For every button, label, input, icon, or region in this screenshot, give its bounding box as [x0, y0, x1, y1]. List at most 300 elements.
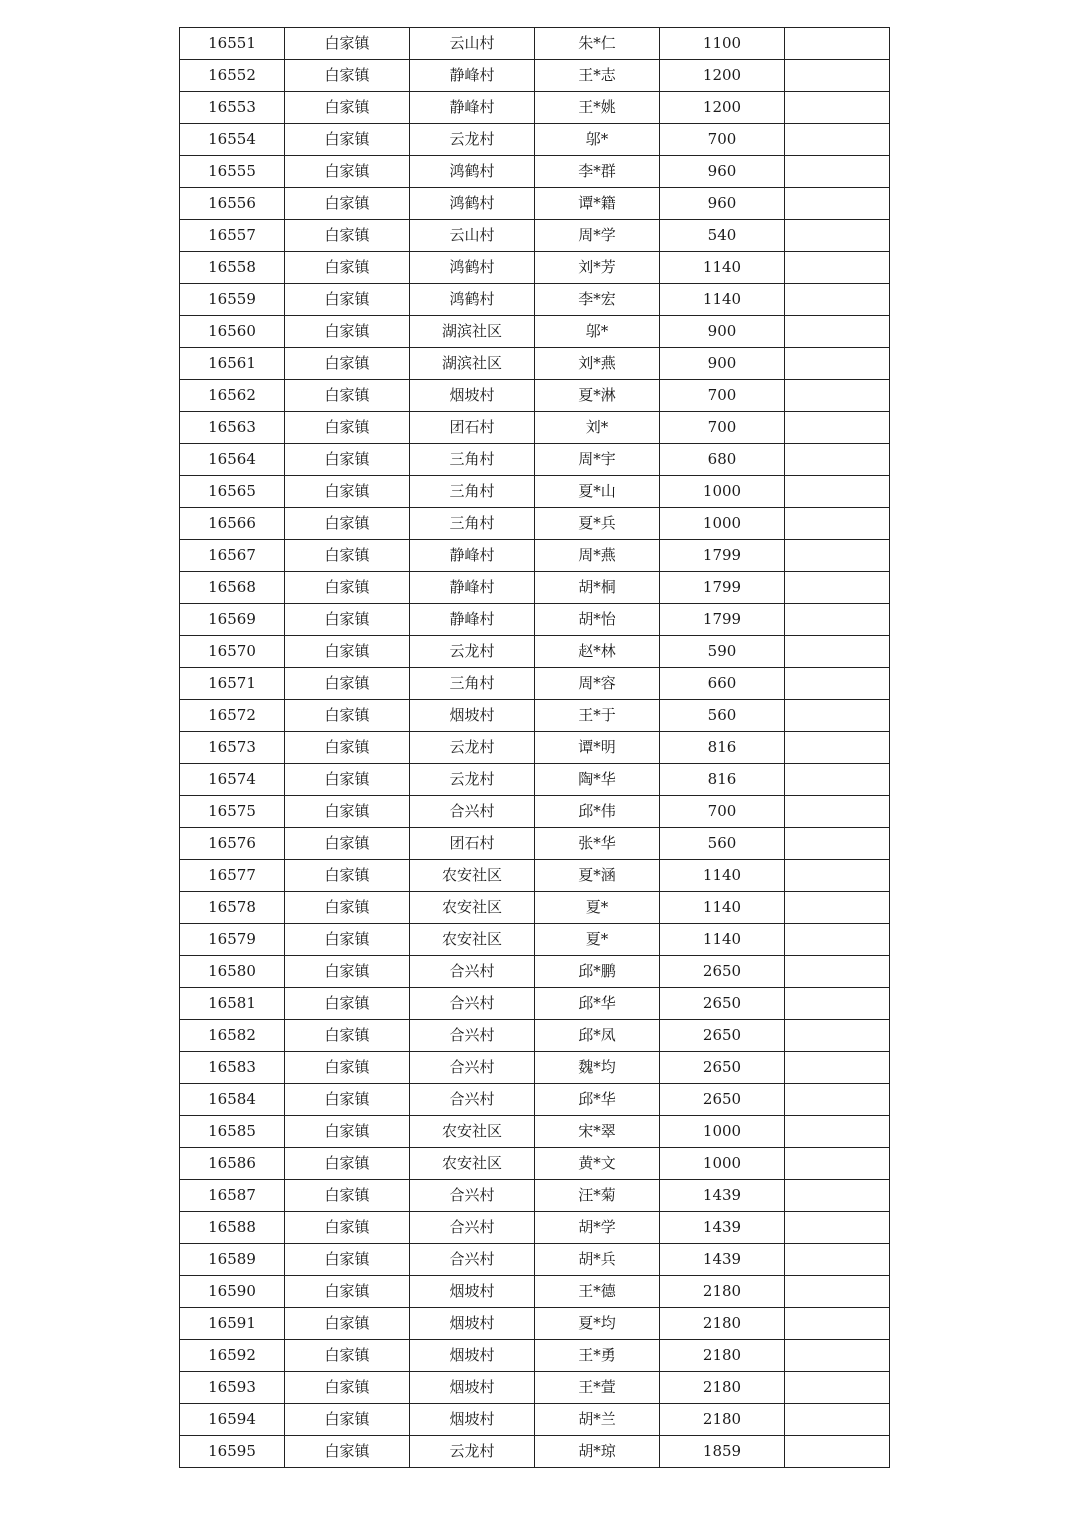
- town-cell: 白家镇: [285, 604, 410, 636]
- name-cell: 胡*兰: [535, 1404, 660, 1436]
- remark-cell: [785, 1340, 890, 1372]
- amount-cell: 700: [660, 796, 785, 828]
- amount-cell: 900: [660, 348, 785, 380]
- remark-cell: [785, 1084, 890, 1116]
- name-cell: 邱*华: [535, 988, 660, 1020]
- village-cell: 合兴村: [410, 1084, 535, 1116]
- village-cell: 团石村: [410, 828, 535, 860]
- table-row: [180, 828, 890, 860]
- table-row: [180, 444, 890, 476]
- table-row: [180, 604, 890, 636]
- amount-cell: 700: [660, 124, 785, 156]
- name-cell: 夏*涵: [535, 860, 660, 892]
- remark-cell: [785, 156, 890, 188]
- amount-cell: 660: [660, 668, 785, 700]
- town-cell: 白家镇: [285, 1436, 410, 1468]
- remark-cell: [785, 1436, 890, 1468]
- amount-cell: 1140: [660, 924, 785, 956]
- amount-cell: 700: [660, 412, 785, 444]
- amount-cell: 1439: [660, 1180, 785, 1212]
- name-cell: 邱*鹏: [535, 956, 660, 988]
- name-cell: 周*宇: [535, 444, 660, 476]
- table-row: [180, 1116, 890, 1148]
- amount-cell: 1140: [660, 252, 785, 284]
- remark-cell: [785, 1052, 890, 1084]
- town-cell: 白家镇: [285, 220, 410, 252]
- village-cell: 云龙村: [410, 732, 535, 764]
- remark-cell: [785, 220, 890, 252]
- town-cell: 白家镇: [285, 508, 410, 540]
- village-cell: 烟坡村: [410, 1308, 535, 1340]
- town-cell: 白家镇: [285, 1276, 410, 1308]
- remark-cell: [785, 1404, 890, 1436]
- name-cell: 周*容: [535, 668, 660, 700]
- village-cell: 合兴村: [410, 1212, 535, 1244]
- name-cell: 谭*籍: [535, 188, 660, 220]
- name-cell: 夏*兵: [535, 508, 660, 540]
- table-row: [180, 412, 890, 444]
- town-cell: 白家镇: [285, 348, 410, 380]
- amount-cell: 2650: [660, 1052, 785, 1084]
- town-cell: 白家镇: [285, 444, 410, 476]
- remark-cell: [785, 732, 890, 764]
- town-cell: 白家镇: [285, 92, 410, 124]
- row-number-cell: 16584: [180, 1084, 285, 1116]
- name-cell: 胡*学: [535, 1212, 660, 1244]
- amount-cell: 1799: [660, 540, 785, 572]
- remark-cell: [785, 412, 890, 444]
- row-number-cell: 16553: [180, 92, 285, 124]
- name-cell: 赵*林: [535, 636, 660, 668]
- row-number-cell: 16552: [180, 60, 285, 92]
- name-cell: 胡*琼: [535, 1436, 660, 1468]
- remark-cell: [785, 476, 890, 508]
- table-row: [180, 1212, 890, 1244]
- amount-cell: 700: [660, 380, 785, 412]
- remark-cell: [785, 1276, 890, 1308]
- table-row: [180, 1436, 890, 1468]
- remark-cell: [785, 796, 890, 828]
- amount-cell: 960: [660, 188, 785, 220]
- amount-cell: 2650: [660, 956, 785, 988]
- village-cell: 静峰村: [410, 92, 535, 124]
- row-number-cell: 16581: [180, 988, 285, 1020]
- row-number-cell: 16589: [180, 1244, 285, 1276]
- remark-cell: [785, 604, 890, 636]
- name-cell: 夏*均: [535, 1308, 660, 1340]
- name-cell: 周*学: [535, 220, 660, 252]
- town-cell: 白家镇: [285, 860, 410, 892]
- name-cell: 李*群: [535, 156, 660, 188]
- row-number-cell: 16579: [180, 924, 285, 956]
- row-number-cell: 16580: [180, 956, 285, 988]
- village-cell: 合兴村: [410, 988, 535, 1020]
- table-row: [180, 380, 890, 412]
- village-cell: 烟坡村: [410, 1404, 535, 1436]
- village-cell: 鸿鹤村: [410, 188, 535, 220]
- table-row: [180, 1020, 890, 1052]
- amount-cell: 1100: [660, 28, 785, 60]
- remark-cell: [785, 1148, 890, 1180]
- amount-cell: 2650: [660, 1020, 785, 1052]
- name-cell: 王*勇: [535, 1340, 660, 1372]
- row-number-cell: 16595: [180, 1436, 285, 1468]
- town-cell: 白家镇: [285, 1372, 410, 1404]
- name-cell: 谭*明: [535, 732, 660, 764]
- village-cell: 农安社区: [410, 1148, 535, 1180]
- row-number-cell: 16582: [180, 1020, 285, 1052]
- name-cell: 邱*伟: [535, 796, 660, 828]
- town-cell: 白家镇: [285, 1180, 410, 1212]
- town-cell: 白家镇: [285, 924, 410, 956]
- row-number-cell: 16559: [180, 284, 285, 316]
- remark-cell: [785, 764, 890, 796]
- table-row: [180, 220, 890, 252]
- row-number-cell: 16569: [180, 604, 285, 636]
- village-cell: 静峰村: [410, 60, 535, 92]
- village-cell: 农安社区: [410, 924, 535, 956]
- table-row: [180, 924, 890, 956]
- row-number-cell: 16572: [180, 700, 285, 732]
- town-cell: 白家镇: [285, 636, 410, 668]
- remark-cell: [785, 508, 890, 540]
- village-cell: 云龙村: [410, 124, 535, 156]
- table-row: [180, 860, 890, 892]
- table-row: [180, 668, 890, 700]
- row-number-cell: 16568: [180, 572, 285, 604]
- row-number-cell: 16566: [180, 508, 285, 540]
- amount-cell: 816: [660, 764, 785, 796]
- village-cell: 农安社区: [410, 860, 535, 892]
- amount-cell: 560: [660, 700, 785, 732]
- amount-cell: 1799: [660, 572, 785, 604]
- table-row: [180, 700, 890, 732]
- table-row: [180, 1308, 890, 1340]
- name-cell: 宋*翠: [535, 1116, 660, 1148]
- town-cell: 白家镇: [285, 1148, 410, 1180]
- row-number-cell: 16573: [180, 732, 285, 764]
- town-cell: 白家镇: [285, 412, 410, 444]
- table-body: [180, 28, 890, 1468]
- remark-cell: [785, 124, 890, 156]
- town-cell: 白家镇: [285, 956, 410, 988]
- name-cell: 王*萱: [535, 1372, 660, 1404]
- remark-cell: [785, 348, 890, 380]
- remark-cell: [785, 828, 890, 860]
- village-cell: 三角村: [410, 476, 535, 508]
- town-cell: 白家镇: [285, 156, 410, 188]
- village-cell: 烟坡村: [410, 1372, 535, 1404]
- table-row: [180, 188, 890, 220]
- amount-cell: 1140: [660, 860, 785, 892]
- amount-cell: 2180: [660, 1276, 785, 1308]
- name-cell: 夏*: [535, 924, 660, 956]
- amount-cell: 2650: [660, 988, 785, 1020]
- table-row: [180, 1052, 890, 1084]
- village-cell: 云山村: [410, 28, 535, 60]
- village-cell: 合兴村: [410, 956, 535, 988]
- village-cell: 合兴村: [410, 796, 535, 828]
- amount-cell: 540: [660, 220, 785, 252]
- row-number-cell: 16560: [180, 316, 285, 348]
- amount-cell: 1000: [660, 1148, 785, 1180]
- row-number-cell: 16594: [180, 1404, 285, 1436]
- remark-cell: [785, 1212, 890, 1244]
- table-row: [180, 988, 890, 1020]
- name-cell: 邬*: [535, 124, 660, 156]
- table-row: [180, 28, 890, 60]
- row-number-cell: 16586: [180, 1148, 285, 1180]
- town-cell: 白家镇: [285, 1244, 410, 1276]
- amount-cell: 816: [660, 732, 785, 764]
- name-cell: 夏*淋: [535, 380, 660, 412]
- table-row: [180, 508, 890, 540]
- village-cell: 农安社区: [410, 892, 535, 924]
- village-cell: 三角村: [410, 668, 535, 700]
- row-number-cell: 16567: [180, 540, 285, 572]
- town-cell: 白家镇: [285, 1404, 410, 1436]
- table-row: [180, 476, 890, 508]
- name-cell: 夏*: [535, 892, 660, 924]
- row-number-cell: 16571: [180, 668, 285, 700]
- row-number-cell: 16554: [180, 124, 285, 156]
- remark-cell: [785, 1116, 890, 1148]
- amount-cell: 2180: [660, 1404, 785, 1436]
- name-cell: 黄*文: [535, 1148, 660, 1180]
- name-cell: 周*燕: [535, 540, 660, 572]
- name-cell: 邱*凤: [535, 1020, 660, 1052]
- row-number-cell: 16561: [180, 348, 285, 380]
- village-cell: 云山村: [410, 220, 535, 252]
- amount-cell: 2180: [660, 1308, 785, 1340]
- remark-cell: [785, 1308, 890, 1340]
- name-cell: 王*德: [535, 1276, 660, 1308]
- village-cell: 鸿鹤村: [410, 156, 535, 188]
- row-number-cell: 16591: [180, 1308, 285, 1340]
- name-cell: 汪*菊: [535, 1180, 660, 1212]
- remark-cell: [785, 892, 890, 924]
- village-cell: 合兴村: [410, 1052, 535, 1084]
- row-number-cell: 16587: [180, 1180, 285, 1212]
- name-cell: 邬*: [535, 316, 660, 348]
- amount-cell: 1000: [660, 1116, 785, 1148]
- remark-cell: [785, 924, 890, 956]
- amount-cell: 1439: [660, 1212, 785, 1244]
- name-cell: 王*于: [535, 700, 660, 732]
- amount-cell: 960: [660, 156, 785, 188]
- village-cell: 烟坡村: [410, 380, 535, 412]
- town-cell: 白家镇: [285, 28, 410, 60]
- town-cell: 白家镇: [285, 764, 410, 796]
- table-row: [180, 1084, 890, 1116]
- village-cell: 烟坡村: [410, 700, 535, 732]
- village-cell: 烟坡村: [410, 1340, 535, 1372]
- amount-cell: 2650: [660, 1084, 785, 1116]
- remark-cell: [785, 28, 890, 60]
- remark-cell: [785, 636, 890, 668]
- name-cell: 王*姚: [535, 92, 660, 124]
- village-cell: 合兴村: [410, 1244, 535, 1276]
- table-row: [180, 956, 890, 988]
- amount-cell: 1200: [660, 92, 785, 124]
- village-cell: 云龙村: [410, 764, 535, 796]
- town-cell: 白家镇: [285, 476, 410, 508]
- name-cell: 胡*兵: [535, 1244, 660, 1276]
- name-cell: 刘*芳: [535, 252, 660, 284]
- table-row: [180, 92, 890, 124]
- remark-cell: [785, 284, 890, 316]
- town-cell: 白家镇: [285, 700, 410, 732]
- table-row: [180, 1180, 890, 1212]
- village-cell: 鸿鹤村: [410, 252, 535, 284]
- table-row: [180, 732, 890, 764]
- table-row: [180, 1148, 890, 1180]
- table-row: [180, 892, 890, 924]
- row-number-cell: 16592: [180, 1340, 285, 1372]
- village-cell: 湖滨社区: [410, 348, 535, 380]
- town-cell: 白家镇: [285, 1020, 410, 1052]
- remark-cell: [785, 316, 890, 348]
- town-cell: 白家镇: [285, 796, 410, 828]
- table-row: [180, 636, 890, 668]
- remark-cell: [785, 1020, 890, 1052]
- row-number-cell: 16556: [180, 188, 285, 220]
- village-cell: 湖滨社区: [410, 316, 535, 348]
- remark-cell: [785, 92, 890, 124]
- remark-cell: [785, 1244, 890, 1276]
- village-cell: 云龙村: [410, 1436, 535, 1468]
- remark-cell: [785, 60, 890, 92]
- amount-cell: 1140: [660, 284, 785, 316]
- town-cell: 白家镇: [285, 124, 410, 156]
- row-number-cell: 16565: [180, 476, 285, 508]
- table-row: [180, 1244, 890, 1276]
- table-row: [180, 796, 890, 828]
- amount-cell: 2180: [660, 1340, 785, 1372]
- table-row: [180, 348, 890, 380]
- row-number-cell: 16588: [180, 1212, 285, 1244]
- amount-cell: 1439: [660, 1244, 785, 1276]
- village-cell: 三角村: [410, 444, 535, 476]
- table-row: [180, 284, 890, 316]
- name-cell: 邱*华: [535, 1084, 660, 1116]
- name-cell: 胡*怡: [535, 604, 660, 636]
- row-number-cell: 16558: [180, 252, 285, 284]
- remark-cell: [785, 988, 890, 1020]
- row-number-cell: 16563: [180, 412, 285, 444]
- row-number-cell: 16578: [180, 892, 285, 924]
- amount-cell: 590: [660, 636, 785, 668]
- village-cell: 静峰村: [410, 540, 535, 572]
- data-table: [179, 27, 890, 1468]
- village-cell: 静峰村: [410, 572, 535, 604]
- town-cell: 白家镇: [285, 252, 410, 284]
- village-cell: 团石村: [410, 412, 535, 444]
- amount-cell: 1000: [660, 476, 785, 508]
- row-number-cell: 16577: [180, 860, 285, 892]
- name-cell: 刘*: [535, 412, 660, 444]
- row-number-cell: 16570: [180, 636, 285, 668]
- town-cell: 白家镇: [285, 284, 410, 316]
- row-number-cell: 16593: [180, 1372, 285, 1404]
- town-cell: 白家镇: [285, 828, 410, 860]
- row-number-cell: 16583: [180, 1052, 285, 1084]
- town-cell: 白家镇: [285, 668, 410, 700]
- table-row: [180, 1276, 890, 1308]
- village-cell: 三角村: [410, 508, 535, 540]
- town-cell: 白家镇: [285, 188, 410, 220]
- row-number-cell: 16585: [180, 1116, 285, 1148]
- village-cell: 合兴村: [410, 1180, 535, 1212]
- town-cell: 白家镇: [285, 892, 410, 924]
- remark-cell: [785, 1372, 890, 1404]
- name-cell: 王*志: [535, 60, 660, 92]
- remark-cell: [785, 540, 890, 572]
- name-cell: 刘*燕: [535, 348, 660, 380]
- remark-cell: [785, 700, 890, 732]
- remark-cell: [785, 188, 890, 220]
- row-number-cell: 16576: [180, 828, 285, 860]
- name-cell: 胡*桐: [535, 572, 660, 604]
- amount-cell: 560: [660, 828, 785, 860]
- name-cell: 张*华: [535, 828, 660, 860]
- name-cell: 魏*均: [535, 1052, 660, 1084]
- amount-cell: 900: [660, 316, 785, 348]
- village-cell: 鸿鹤村: [410, 284, 535, 316]
- amount-cell: 1140: [660, 892, 785, 924]
- remark-cell: [785, 668, 890, 700]
- town-cell: 白家镇: [285, 732, 410, 764]
- amount-cell: 1859: [660, 1436, 785, 1468]
- village-cell: 云龙村: [410, 636, 535, 668]
- row-number-cell: 16551: [180, 28, 285, 60]
- town-cell: 白家镇: [285, 1116, 410, 1148]
- amount-cell: 1799: [660, 604, 785, 636]
- row-number-cell: 16562: [180, 380, 285, 412]
- name-cell: 夏*山: [535, 476, 660, 508]
- amount-cell: 680: [660, 444, 785, 476]
- table-row: [180, 572, 890, 604]
- table-row: [180, 156, 890, 188]
- row-number-cell: 16590: [180, 1276, 285, 1308]
- village-cell: 静峰村: [410, 604, 535, 636]
- name-cell: 朱*仁: [535, 28, 660, 60]
- table-row: [180, 1372, 890, 1404]
- village-cell: 合兴村: [410, 1020, 535, 1052]
- name-cell: 陶*华: [535, 764, 660, 796]
- table-row: [180, 124, 890, 156]
- row-number-cell: 16575: [180, 796, 285, 828]
- table-row: [180, 60, 890, 92]
- remark-cell: [785, 956, 890, 988]
- remark-cell: [785, 252, 890, 284]
- table-row: [180, 252, 890, 284]
- town-cell: 白家镇: [285, 1308, 410, 1340]
- row-number-cell: 16555: [180, 156, 285, 188]
- name-cell: 李*宏: [535, 284, 660, 316]
- village-cell: 烟坡村: [410, 1276, 535, 1308]
- row-number-cell: 16557: [180, 220, 285, 252]
- village-cell: 农安社区: [410, 1116, 535, 1148]
- town-cell: 白家镇: [285, 572, 410, 604]
- remark-cell: [785, 1180, 890, 1212]
- row-number-cell: 16574: [180, 764, 285, 796]
- town-cell: 白家镇: [285, 1052, 410, 1084]
- town-cell: 白家镇: [285, 316, 410, 348]
- town-cell: 白家镇: [285, 988, 410, 1020]
- table-row: [180, 764, 890, 796]
- amount-cell: 1200: [660, 60, 785, 92]
